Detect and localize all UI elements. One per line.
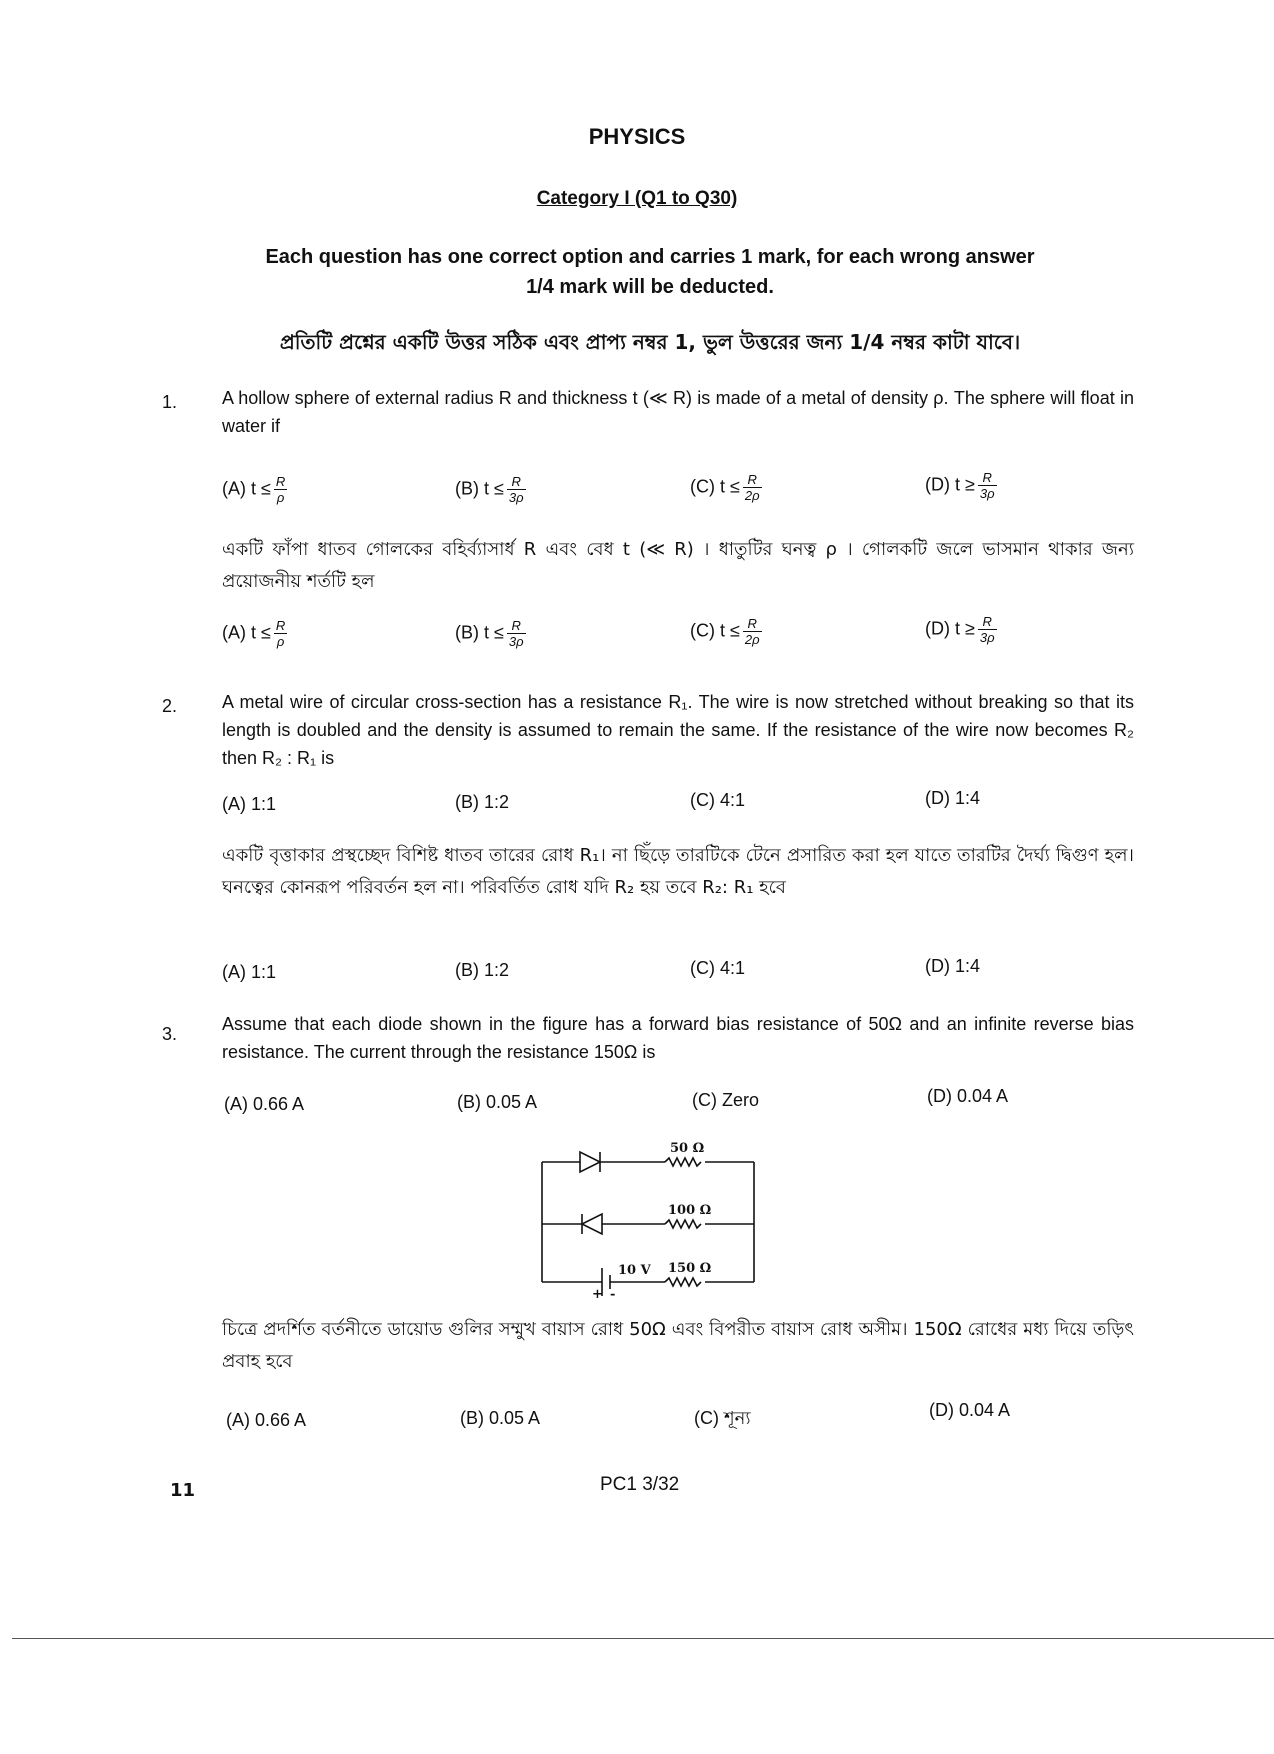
q1-text-bengali: একটি ফাঁপা ধাতব গোলকের বহির্ব্যাসার্ধ R এবং বেধ t (≪ R) । ধাতুটির ঘনত্ব ρ । গোলকটি জলে ভাসমান থাকার জন্য প্রয়োজনীয় শর্তটি হল	[222, 539, 1134, 592]
resistor-150-label: 150 Ω	[668, 1261, 712, 1276]
bottom-divider	[12, 1638, 1274, 1639]
resistor-50-icon	[665, 1158, 701, 1166]
q2-bn-option-a: (A) 1:1	[222, 962, 277, 982]
q1-bn-option-a: (A) t ≤ $\frac{R}{\rho}$	[222, 618, 286, 649]
diode-reverse-icon	[582, 1214, 602, 1234]
q2-text-bengali: একটি বৃত্তাকার প্রস্থচ্ছেদ বিশিষ্ট ধাতব তারের রোধ R₁। না ছিঁড়ে তারটিকে টেনে প্রসারিত করা হল যাতে তারটির দৈর্ঘ্য দ্বিগুণ হল। ঘনত্বের কোনরূপ পরিবর্তন হল না। পরিবর্তিত রোধ যদি R₂ হয় তবে R₂: R₁ হবে	[222, 845, 1134, 898]
q2-option-c: (C) 4:1	[690, 790, 746, 810]
q1-option-b: (B) t ≤ $\frac{R}{3\rho}$	[455, 474, 524, 505]
instruction-line-1: Each question has one correct option and carries 1 mark, for each wrong answer	[265, 246, 1035, 268]
resistor-100-label: 100 Ω	[668, 1203, 712, 1218]
q1-option-d: (D) t ≥ $\frac{R}{3\rho}$	[925, 470, 995, 501]
q3-bn-option-c: (C) শূন্য	[694, 1408, 751, 1428]
q2-text: A metal wire of circular cross-section has a resistance R₁. The wire is now stretched without breaking so that its length is doubled and the density is assumed to remain the same. If the resistance of the wire now becomes R₂ then R₂ : R₁ is	[222, 692, 1134, 768]
q3-option-d: (D) 0.04 A	[927, 1086, 1009, 1106]
q3-text: Assume that each diode shown in the figure has a forward bias resistance of 50Ω and an infinite reverse bias resistance. The current through the resistance 150Ω is	[222, 1014, 1134, 1062]
page-code: PC1 3/32	[600, 1474, 680, 1495]
category-heading: Category I (Q1 to Q30)	[536, 188, 738, 209]
q1-bn-option-c: (C) t ≤ $\frac{R}{2\rho}$	[690, 616, 760, 647]
q1-bn-option-b: (B) t ≤ $\frac{R}{3\rho}$	[455, 618, 524, 649]
q2-option-d: (D) 1:4	[925, 788, 981, 808]
q2-option-b: (B) 1:2	[455, 792, 510, 812]
instruction-line-2: 1/4 mark will be deducted.	[526, 276, 774, 298]
q1-option-a: (A) t ≤ $\frac{R}{\rho}$	[222, 474, 286, 505]
q1-number: 1.	[162, 392, 178, 412]
q2-bn-option-d: (D) 1:4	[925, 956, 981, 976]
page-title: PHYSICS	[588, 124, 686, 149]
resistor-50-label: 50 Ω	[670, 1141, 705, 1156]
instructions	[150, 242, 1150, 302]
q3-bn-option-b: (B) 0.05 A	[460, 1408, 541, 1428]
q2-number: 2.	[162, 696, 178, 716]
q3-number: 3.	[162, 1024, 178, 1044]
footer-mark: 11	[170, 1480, 196, 1501]
instruction-bengali: প্রতিটি প্রশ্নের একটি উত্তর সঠিক এবং প্রাপ্য নম্বর 1, ভুল উত্তরের জন্য 1/4 নম্বর কাটা যাবে।	[279, 330, 1021, 354]
q3-option-c: (C) Zero	[692, 1090, 759, 1110]
q3-bn-option-d: (D) 0.04 A	[929, 1400, 1011, 1420]
q2-bn-option-b: (B) 1:2	[455, 960, 510, 980]
circuit-diagram	[530, 1130, 770, 1300]
q1-bn-option-d: (D) t ≥ $\frac{R}{3\rho}$	[925, 614, 995, 645]
q3-text-bengali: চিত্রে প্রদর্শিত বর্তনীতে ডায়োড গুলির সম্মুখ বায়াস রোধ 50Ω এবং বিপরীত বায়াস রোধ অসীম। 150Ω রোধের মধ্য দিয়ে তড়িৎ প্রবাহ হবে	[222, 1319, 1134, 1372]
q3-option-b: (B) 0.05 A	[457, 1092, 538, 1112]
battery-label: 10 V	[618, 1263, 651, 1278]
q3-bn-option-a: (A) 0.66 A	[226, 1410, 307, 1430]
battery-plus-label: +	[592, 1287, 603, 1300]
q1-option-c: (C) t ≤ $\frac{R}{2\rho}$	[690, 472, 760, 503]
battery-minus-label: -	[610, 1287, 616, 1300]
diode-forward-icon	[580, 1152, 600, 1172]
q2-option-a: (A) 1:1	[222, 794, 277, 814]
q3-option-a: (A) 0.66 A	[224, 1094, 305, 1114]
q1-text: A hollow sphere of external radius R and thickness t (≪ R) is made of a metal of density ρ. The sphere will float in water if	[222, 388, 1134, 436]
resistor-150-icon	[665, 1278, 701, 1286]
resistor-100-icon	[665, 1220, 701, 1228]
q2-bn-option-c: (C) 4:1	[690, 958, 746, 978]
